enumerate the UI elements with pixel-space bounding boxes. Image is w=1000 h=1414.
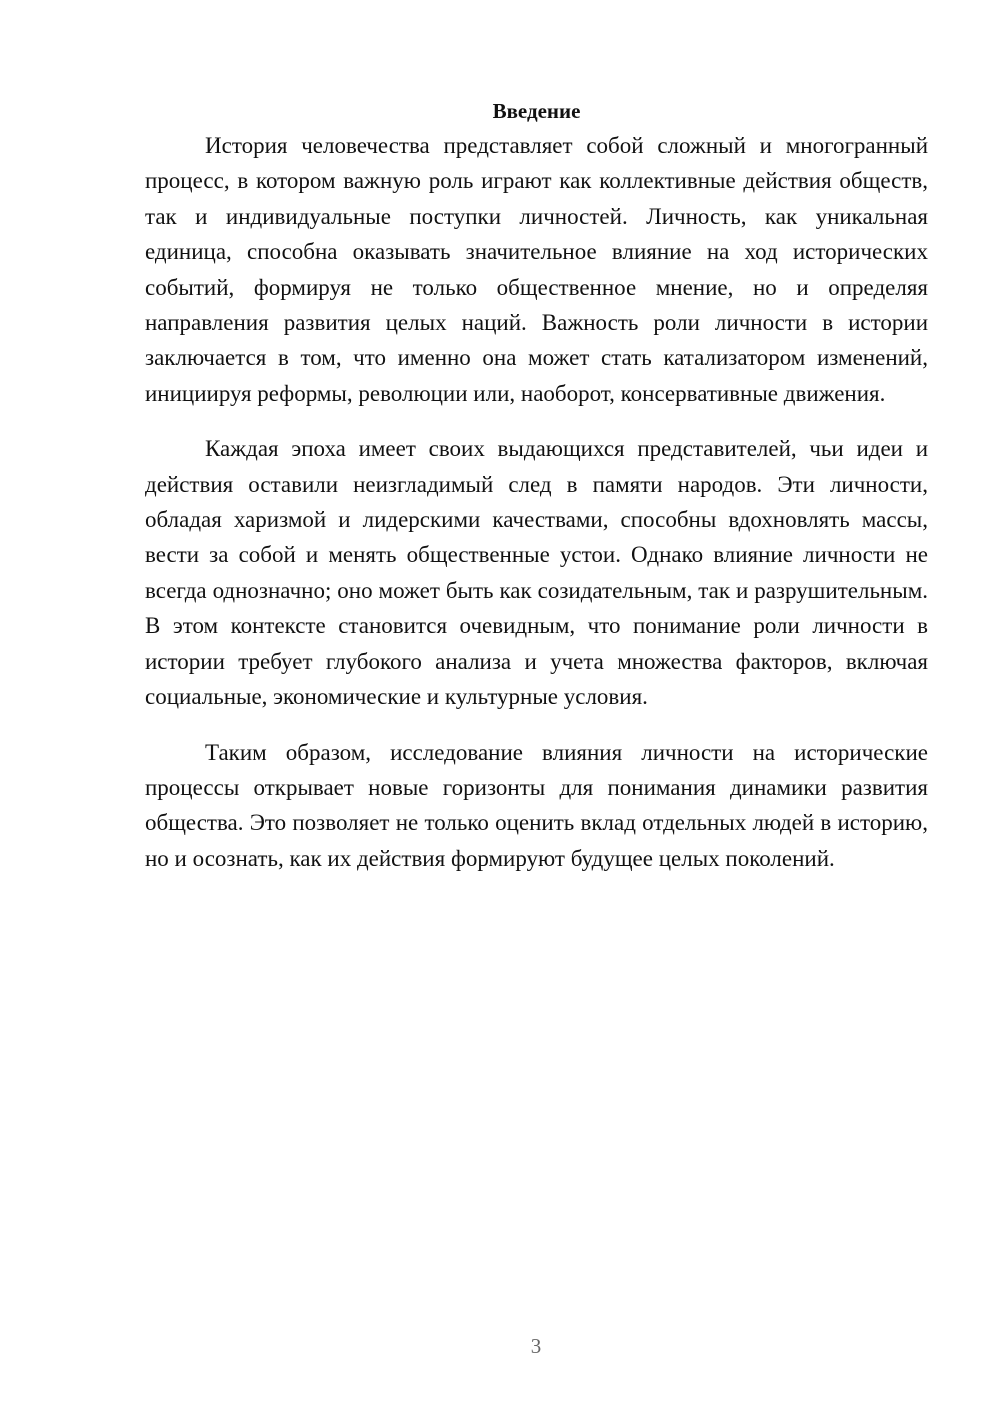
paragraph-1: История человечества представляет собой сложный и многогранный процесс, в котором важную роль играют как коллективные действия обществ, так и индивидуальные поступки личностей. Личность, как уникальная единица, способна оказывать значительное влияние на ход исторических событий, формируя не только общественное мнение, но и определяя направления развития целых наций. Важность роли личности в истории заключается в том, что именно она может стать катализатором изменений, инициируя реформы, революции или, наоборот, консервативные движения. bbox=[145, 133, 928, 406]
section-heading: Введение bbox=[492, 99, 581, 123]
paragraph-3: Таким образом, исследование влияния личности на исторические процессы открывает новые горизонты для понимания динамики развития общества. Это позволяет не только оценить вклад отдельных людей в историю, но и осознать, как их действия формируют будущее целых поколений. bbox=[145, 739, 928, 871]
page-content bbox=[145, 96, 928, 896]
page-number: 3 bbox=[530, 1334, 542, 1358]
paragraph-2: Каждая эпоха имеет своих выдающихся представителей, чьи идеи и действия оставили неизгладимый след в памяти народов. Эти личности, обладая харизмой и лидерскими качествами, способны вдохновлять массы, вести за собой и менять общественные устои. Однако влияние личности не всегда однозначно; оно может быть как созидательным, так и разрушительным. В этом контексте становится очевидным, что понимание роли личности в истории требует глубокого анализа и учета множества факторов, включая социальные, экономические и культурные условия. bbox=[145, 436, 928, 710]
